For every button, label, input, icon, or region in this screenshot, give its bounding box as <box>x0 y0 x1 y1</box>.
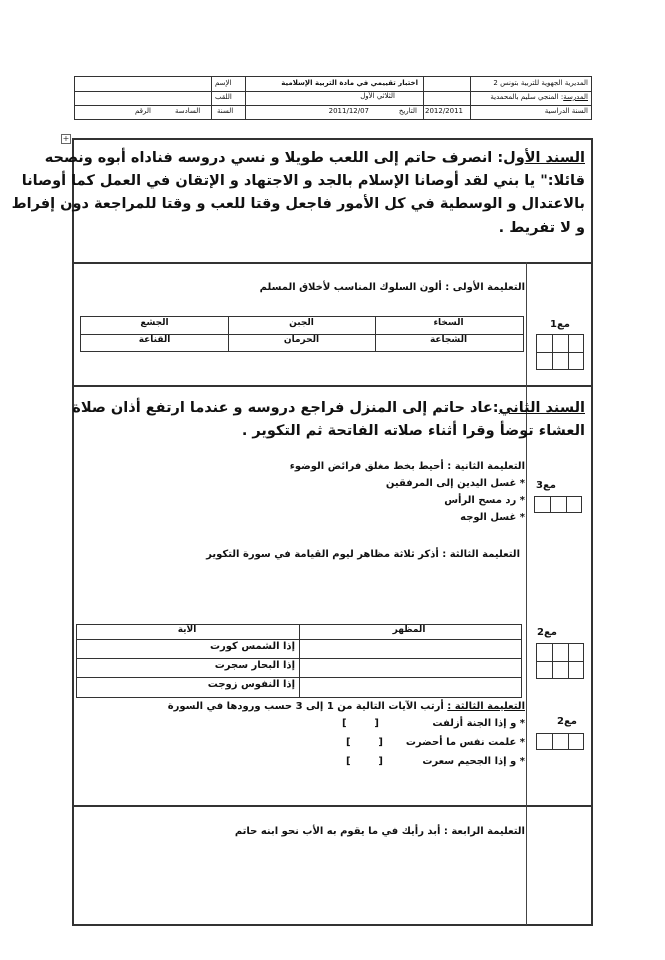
number-label: الرقم <box>135 107 151 115</box>
date-label: التاريخ <box>398 107 417 115</box>
year-label: السنة الدراسية <box>544 107 588 115</box>
instruction2 <box>290 461 525 472</box>
instruction3-label: التعليمة الثالثة : <box>442 549 520 560</box>
section2-title: السند الثاني <box>498 400 585 416</box>
order-box-3[interactable]: [ ] <box>346 756 383 767</box>
grade-label: السنة <box>217 107 234 115</box>
instruction3b-text: أرتب الآيات التالية من 1 إلى 3 حسب ورودها في السورة <box>167 701 444 712</box>
criterion-2b-label: مع2 <box>557 716 577 727</box>
table1-cell-2[interactable]: الجبن <box>289 318 314 328</box>
table3-header-verse: الآية <box>177 625 197 635</box>
section1-title: السند الأول <box>503 150 585 166</box>
instruction1-text: ألون السلوك المناسب لأخلاق المسلم <box>259 282 442 293</box>
instruction3b-item-3: * و إذا الجحيم سعرت <box>422 756 525 767</box>
criterion-2b-grid <box>536 733 584 750</box>
section1-line2: قائلا:" يا بني لقد أوصانا الإسلام بالجد و الاجتهاد و الإتقان في العمل كما أوصانا <box>21 173 585 189</box>
section2-line1: السند الثاني:عاد حاتم إلى المنزل فراجع دروسه و عندما ارتفع أذان صلاة <box>72 400 585 416</box>
instruction2-item-1[interactable]: * غسل اليدين إلى المرفقين <box>385 478 525 489</box>
section1-line4: و لا تفريط . <box>498 220 585 236</box>
table1-cell-3[interactable]: الجشع <box>140 318 169 328</box>
instruction4-text: أبد رأيك في ما يقوم به الأب نحو ابنه حاتم <box>234 826 441 837</box>
instruction3b <box>168 701 525 712</box>
table1-cell-5[interactable]: الحرمان <box>283 335 320 345</box>
instruction3 <box>206 549 520 560</box>
instruction1-label: التعليمة الأولى : <box>445 282 525 293</box>
instruction1 <box>260 282 525 293</box>
school-label: المدرسة: المنجي سليم بالمحمدية <box>490 93 588 101</box>
table3-verse-3: إذا النفوس زوجت <box>207 679 295 690</box>
instruction4 <box>235 826 525 837</box>
instruction2-item-2[interactable]: * رد مسح الرأس <box>444 495 525 506</box>
instruction2-text: أحيط بخط مغلق فرائض الوضوء <box>289 461 444 472</box>
instruction2-label: التعليمة الثانية : <box>447 461 525 472</box>
term: الثلاثي الأول <box>360 92 395 100</box>
divider-2 <box>72 385 593 387</box>
order-box-1[interactable]: [ ] <box>342 718 379 729</box>
divider-1 <box>72 262 593 264</box>
section1-line1: السند الأول: انصرف حاتم إلى اللعب طويلا و نسي دروسه فناداه أبوه ونصحه <box>44 150 585 166</box>
criterion-1-grid <box>536 334 584 370</box>
criterion-3-label: مع3 <box>536 480 556 491</box>
order-box-2[interactable]: [ ] <box>346 737 383 748</box>
instruction2-item-3[interactable]: * غسل الوجه <box>460 512 525 523</box>
instruction4-label: التعليمة الرابعة : <box>443 826 525 837</box>
year-value: 2012/2011 <box>425 107 463 115</box>
criterion-1-label: مع1 <box>550 319 570 330</box>
criteria-column-line-2 <box>526 805 527 925</box>
name-label: الإسم <box>215 79 232 87</box>
instruction3b-item-1: * و إذا الجنة أزلفت <box>432 718 525 729</box>
surname-label: اللقب <box>215 93 232 101</box>
table3-header-aspect: المظهر <box>392 625 426 635</box>
table1-cell-1[interactable]: السخاء <box>433 318 464 328</box>
instruction3b-item-2: * علمت نفس ما أحضرت <box>405 737 525 748</box>
criterion-2a-grid <box>536 643 584 679</box>
exam-title: اختبار تقييمي في مادة التربية الإسلامية <box>281 79 418 87</box>
criteria-column-line <box>526 262 527 805</box>
date-value: 2011/12/07 <box>328 107 369 115</box>
divider-3 <box>72 805 593 807</box>
table-move-handle[interactable]: + <box>62 134 70 143</box>
criterion-2a-label: مع2 <box>537 627 557 638</box>
main-frame <box>72 138 593 926</box>
criterion-3-grid <box>534 496 582 513</box>
institution: المديرية الجهوية للتربية بتونس 2 <box>493 79 588 87</box>
section2-line2: العشاء توضأ وقرا أثناء صلاته الفاتحة ثم التكوير . <box>241 423 585 439</box>
table1-cell-6[interactable]: القناعة <box>138 335 171 345</box>
instruction3-table <box>76 624 522 698</box>
instruction3-text: أذكر ثلاثة مظاهر ليوم القيامة في سورة التكوير <box>206 549 439 560</box>
instruction3b-label: التعليمة الثالثة : <box>447 701 525 712</box>
header-table <box>74 76 592 120</box>
section1-line3: بالاعتدال و الوسطية في كل الأمور فاجعل وقتا للعب و وقتا للمراجعة دون إفراط <box>11 196 585 212</box>
table1-cell-4[interactable]: الشجاعة <box>429 335 468 345</box>
grade-value: السادسة <box>175 107 201 115</box>
table3-verse-2: إذا البحار سجرت <box>214 660 295 671</box>
table3-verse-1: إذا الشمس كورت <box>209 641 295 652</box>
